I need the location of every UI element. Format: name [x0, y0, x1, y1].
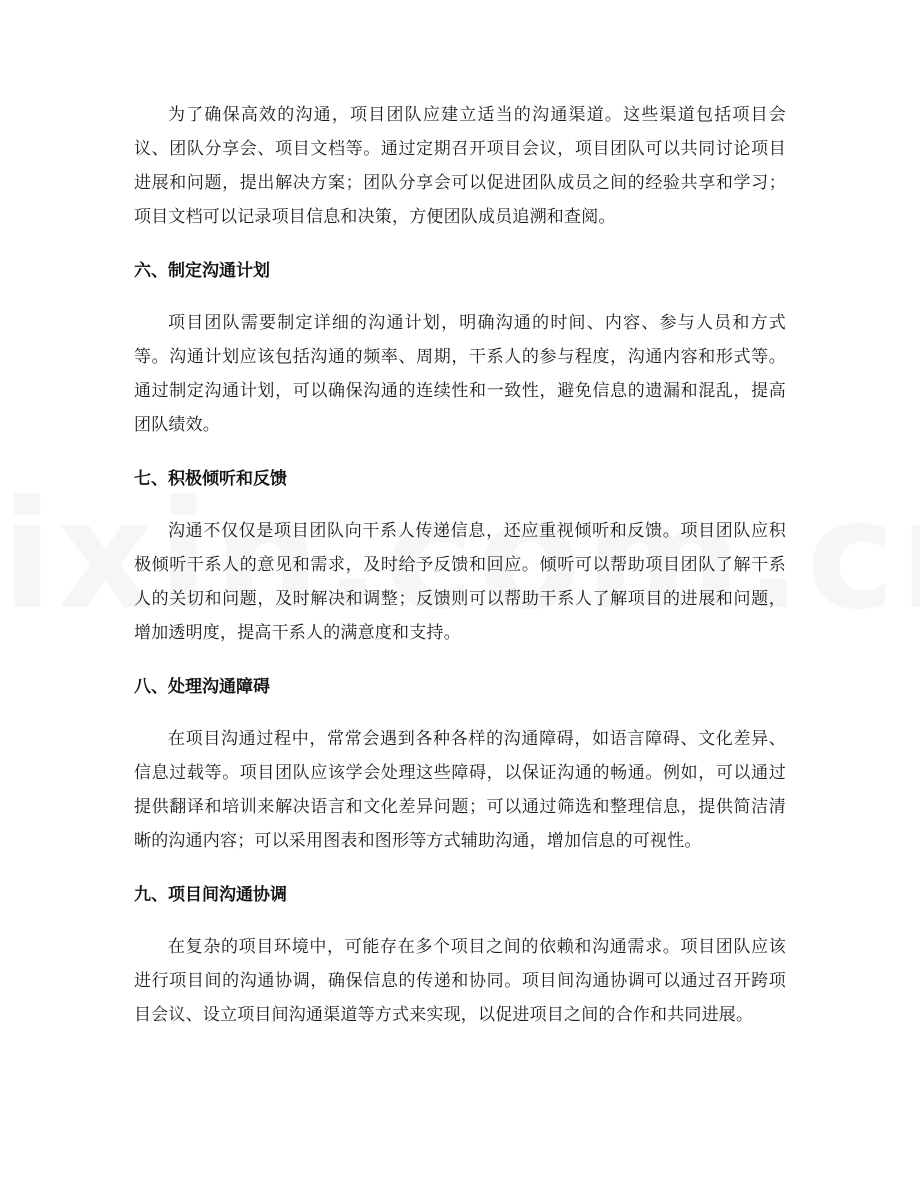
section-paragraph: 沟通不仅仅是项目团队向干系人传递信息，还应重视倾听和反馈。项目团队应积极倾听干系人的意见和需求，及时给予反馈和回应。倾听可以帮助项目团队了解干系人的关切和问题，及时解决和调整；反馈则可以帮助干系人了解项目的进展和问题，增加透明度，提高干系人的满意度和支持。: [134, 521, 786, 643]
section-heading: 八、处理沟通障碍: [134, 677, 270, 697]
section-paragraph: 项目团队需要制定详细的沟通计划，明确沟通的时间、内容、参与人员和方式等。沟通计划应该包括沟通的频率、周期，干系人的参与程度，沟通内容和形式等。通过制定沟通计划，可以确保沟通的连续性和一致性，避免信息的遗漏和混乱，提高团队绩效。: [134, 313, 786, 435]
section-heading: 七、积极倾听和反馈: [134, 469, 287, 489]
section-8: [134, 672, 786, 858]
section-paragraph: 在项目沟通过程中，常常会遇到各种各样的沟通障碍，如语言障碍、文化差异、信息过载等。项目团队应该学会处理这些障碍，以保证沟通的畅通。例如，可以通过提供翻译和培训来解决语言和文化差异问题；可以通过筛选和整理信息，提供简洁清晰的沟通内容；可以采用图表和图形等方式辅助沟通，增加信息的可视性。: [134, 729, 786, 851]
section-6: [134, 256, 786, 442]
section-heading: 九、项目间沟通协调: [134, 885, 287, 905]
section-7: [134, 464, 786, 650]
section-paragraph: 在复杂的项目环境中，可能存在多个项目之间的依赖和沟通需求。项目团队应该进行项目间的沟通协调，确保信息的传递和协同。项目间沟通协调可以通过召开跨项目会议、设立项目间沟通渠道等方式来实现，以促进项目之间的合作和共同进展。: [134, 937, 786, 1025]
intro-paragraph: 为了确保高效的沟通，项目团队应建立适当的沟通渠道。这些渠道包括项目会议、团队分享会、项目文档等。通过定期召开项目会议，项目团队可以共同讨论项目进展和问题，提出解决方案；团队分享会可以促进团队成员之间的经验共享和学习；项目文档可以记录项目信息和决策，方便团队成员追溯和查阅。: [134, 105, 786, 227]
section-9: [134, 880, 786, 1032]
section-heading: 六、制定沟通计划: [134, 261, 270, 281]
